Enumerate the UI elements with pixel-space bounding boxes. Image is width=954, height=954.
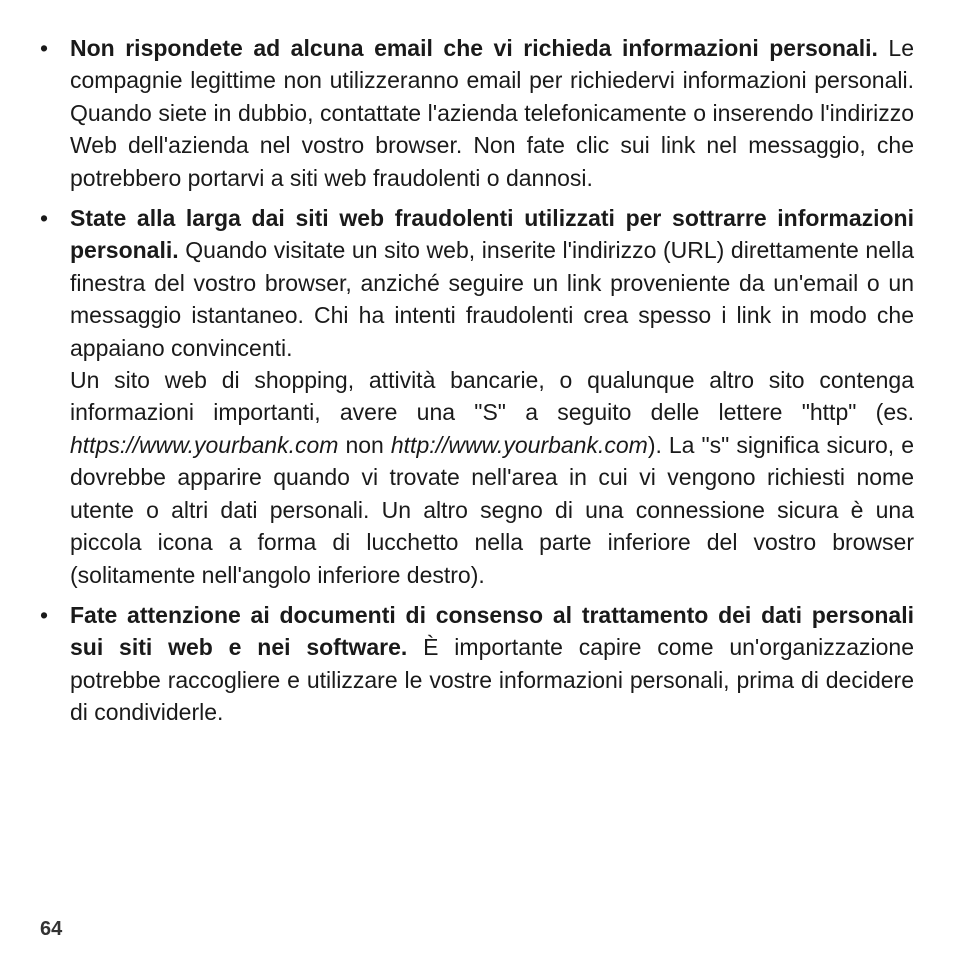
paragraph xyxy=(70,32,914,194)
paragraph-text: Un sito web di shopping, attività bancarie, o qualunque altro sito contenga informazioni importanti, avere una "S" a seguito delle lettere "http" (es. xyxy=(70,367,914,426)
list-item xyxy=(40,599,914,729)
list-item-body xyxy=(70,599,914,729)
list-item xyxy=(40,202,914,591)
item-heading: State alla larga dai siti web fraudolenti utilizzati per sottrarre informazioni personali. xyxy=(70,205,914,264)
item-text: Le compagnie legittime non utilizzeranno email per richiedervi informazioni personali. Quando siete in dubbio, contattate l'azienda telefonicamente o inserendo l'indirizzo Web dell'azienda nel vostro browser. Non fate clic sui link nel messaggio, che potrebbero portarvi a siti web fraudolenti o dannosi. xyxy=(70,35,914,191)
bullet: • xyxy=(40,35,49,61)
item-text: Quando visitate un sito web, inserite l'indirizzo (URL) direttamente nella finestra del vostro browser, anziché seguire un link proveniente da un'email o un messaggio istantaneo. Chi ha intenti fraudolenti crea spesso i link in modo che appaiano convincenti. xyxy=(70,237,914,361)
paragraph xyxy=(70,202,914,364)
item-heading: Non rispondete ad alcuna email che vi richieda informazioni personali. xyxy=(70,35,878,61)
paragraph-text: non xyxy=(338,431,391,458)
example-url-http: http://www.yourbank.com xyxy=(390,431,648,458)
item-heading: Fate attenzione ai documenti di consenso al trattamento dei dati personali sui siti web e nei software. xyxy=(70,601,914,661)
document-body xyxy=(40,32,914,737)
item-text: È importante capire come un'organizzazione potrebbe raccogliere e utilizzare le vostre informazioni personali, prima di decidere di condividerle. xyxy=(70,634,915,726)
list-item xyxy=(40,32,914,194)
paragraph xyxy=(70,364,914,591)
paragraph-text: ). La "s" significa sicuro, e dovrebbe apparire quando vi trovate nell'area in cui vi vengono richiesti nome utente o altri dati personali. Un altro segno di una connessione sicura è una piccola icona a forma di lucchetto nella parte inferiore del vostro browser (solitamente nell'angolo inferiore destro). xyxy=(70,431,915,588)
page-number: 64 xyxy=(40,918,63,940)
list-item-body xyxy=(70,202,914,591)
bullet: • xyxy=(40,205,49,232)
list-item-body xyxy=(70,32,914,194)
bullet: • xyxy=(40,601,49,628)
paragraph xyxy=(70,599,914,729)
example-url-https: https://www.yourbank.com xyxy=(70,431,339,458)
